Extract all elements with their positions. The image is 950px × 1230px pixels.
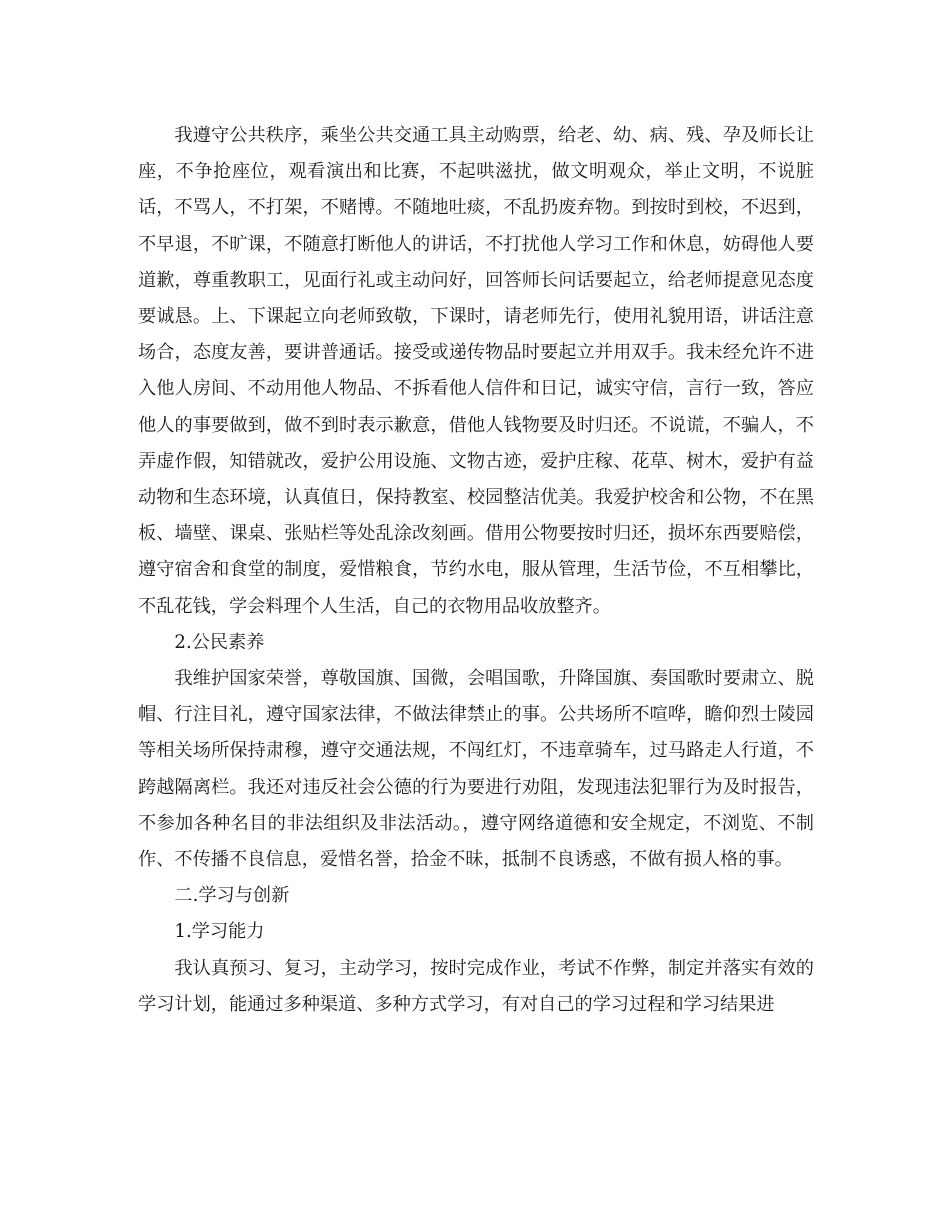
paragraph-public-order: 我遵守公共秩序，乘坐公共交通工具主动购票，给老、幼、病、残、孕及师长让座，不争抢座位，观看演出和比赛，不起哄滋扰，做文明观众，举止文明，不说脏话，不骂人，不打架，不赌博。不随地吐痰，不乱扔废弃物。到按时到校，不迟到，不早退，不旷课，不随意打断他人的讲话，不打扰他人学习工作和休息，妨碍他人要道歉，尊重教职工，见面行礼或主动问好，回答师长问话要起立，给老师提意见态度要诚恳。上、下课起立向老师致敬，下课时，请老师先行，使用礼貌用语，讲话注意场合，态度友善，要讲普通话。接受或递传物品时要起立并用双手。我未经允许不进入他人房间、不动用他人物品、不拆看他人信件和日记，诚实守信，言行一致，答应他人的事要做到，做不到时表示歉意，借他人钱物要及时归还。不说谎，不骗人，不弄虚作假，知错就改，爱护公用设施、文物古迹，爱护庄稼、花草、树木，爱护有益动物和生态环境，认真值日，保持教室、校园整洁优美。我爱护校舍和公物，不在黑板、墙壁、课桌、张贴栏等处乱涂改刻画。借用公物要按时归还，损坏东西要赔偿，遵守宿舍和食堂的制度，爱惜粮食，节约水电，服从管理，生活节俭，不互相攀比，不乱花钱，学会料理个人生活，自己的衣物用品收放整齐。 <box>138 125 814 617</box>
paragraph-learning-ability: 我认真预习、复习，主动学习，按时完成作业，考试不作弊，制定并落实有效的学习计划，能通过多种渠道、多种方式学习，有对自己的学习过程和学习结果进 <box>138 957 814 1015</box>
document-body <box>138 118 814 1023</box>
heading-learning-and-innovation: 二.学习与创新 <box>174 885 290 907</box>
heading-civic-literacy: 2.公民素养 <box>174 631 265 653</box>
paragraph-civic-literacy: 我维护国家荣誉，尊敬国旗、国微，会唱国歌，升降国旗、奏国歌时要肃立、脱帽、行注目礼，遵守国家法律，不做法律禁止的事。公共场所不喧哗，瞻仰烈士陵园等相关场所保持肃穆，遵守交通法规，不闯红灯，不违章骑车，过马路走人行道，不跨越隔离栏。我还对违反社会公德的行为要进行劝阻，发现违法犯罪行为及时报告，不参加各种名目的非法组织及非法活动。，遵守网络道德和安全规定，不浏览、不制作、不传播不良信息，爱惜名誉，拾金不昧，抵制不良诱惑，不做有损人格的事。 <box>138 668 814 871</box>
heading-learning-ability: 1.学习能力 <box>174 921 265 943</box>
